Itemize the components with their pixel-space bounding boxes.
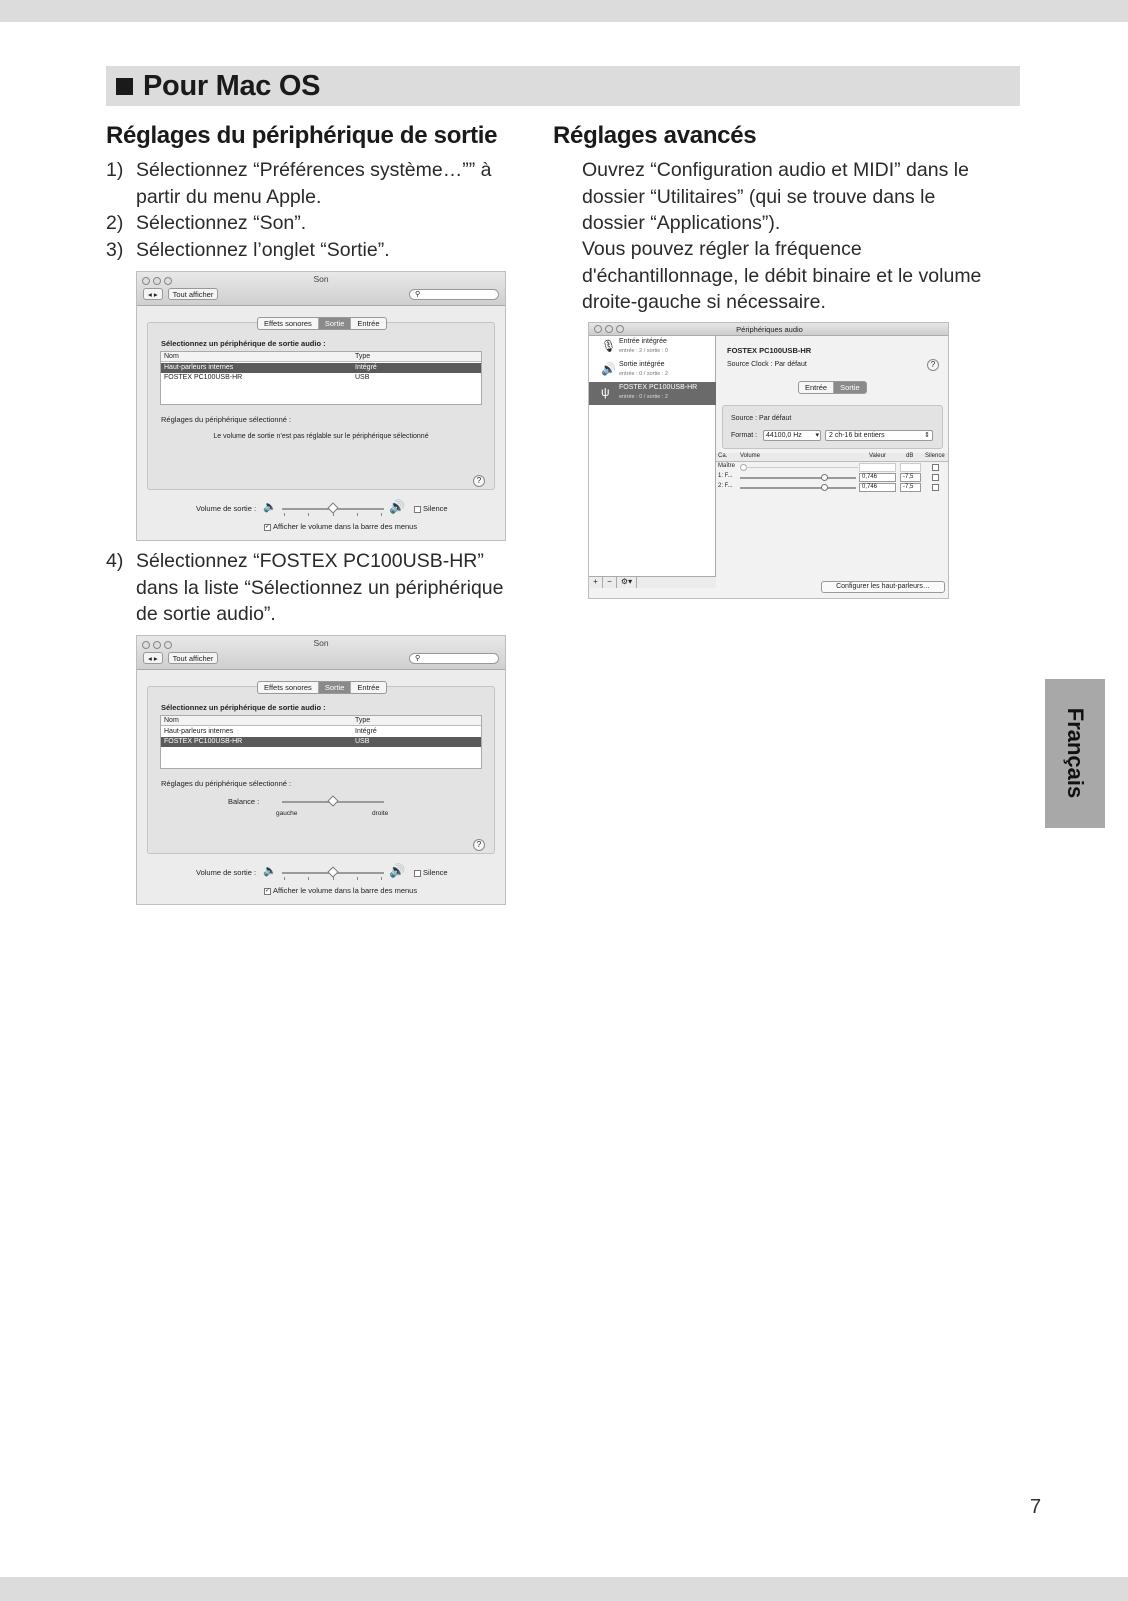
table-row[interactable]: Haut-parleurs internes Intégré <box>164 728 377 735</box>
clock-source: Source Clock : Par défaut <box>727 361 807 368</box>
tab-sortie[interactable]: Sortie <box>319 318 352 329</box>
window-title: Son <box>313 274 329 284</box>
channel-volume-knob[interactable] <box>821 484 828 491</box>
channel-mute-checkbox[interactable] <box>932 484 939 491</box>
help-button[interactable]: ? <box>927 359 939 371</box>
help-button[interactable]: ? <box>473 475 485 487</box>
microphone-icon: 🎙 <box>601 339 617 353</box>
gear-menu-button[interactable]: ⚙▾ <box>617 577 637 588</box>
speaker-low-icon: 🔈 <box>263 501 277 513</box>
usb-icon: ψ <box>601 385 610 399</box>
balance-label: Balance : <box>228 797 260 806</box>
paragraph-open-audio-midi: Ouvrez “Configuration audio et MIDI” dans le dossier “Utilitaires” (qui se trouve dans le dossier “Applications”). <box>582 159 969 234</box>
master-volume-slider[interactable] <box>746 467 858 468</box>
tab-sortie[interactable]: Sortie <box>319 682 352 693</box>
speaker-low-icon: 🔈 <box>263 865 277 877</box>
tab-sortie[interactable]: Sortie <box>834 382 866 393</box>
output-pane <box>147 322 495 490</box>
balance-slider-knob[interactable] <box>327 795 338 806</box>
show-all-button[interactable]: Tout afficher <box>168 288 219 300</box>
volume-label: Volume de sortie : <box>196 504 257 513</box>
channel-mute-checkbox[interactable] <box>932 474 939 481</box>
io-tabs <box>798 381 867 394</box>
list-item[interactable]: 🔊 Sortie intégrée entrée : 0 / sortie : 2 <box>601 361 668 377</box>
section-title: Pour Mac OS <box>143 69 321 102</box>
sample-rate-select[interactable]: 44100,0 Hz ▾ <box>763 430 821 441</box>
table-row[interactable]: Haut-parleurs internes Intégré <box>161 363 481 373</box>
tab-effets-sonores[interactable]: Effets sonores <box>258 318 319 329</box>
table-row[interactable]: FOSTEX PC100USB-HR USB <box>164 374 370 381</box>
list-item-selected[interactable]: ψ FOSTEX PC100USB-HR entrée : 0 / sortie : 2 <box>589 382 716 405</box>
volume-slider-knob[interactable] <box>327 502 338 513</box>
page-number: 7 <box>1030 1496 1042 1518</box>
sound-prefs-screenshot-2 <box>136 635 506 905</box>
show-volume-checkbox[interactable]: ✓ Afficher le volume dans la barre des menus <box>265 886 418 895</box>
table-header: Ca. Volume Valeur dB Silence <box>716 453 948 462</box>
speaker-high-icon: 🔊 <box>389 863 406 878</box>
channel-db-field[interactable]: -7,5 <box>900 473 921 482</box>
step-item: 1) Sélectionnez “Préférences système…”” à partir du menu Apple. <box>106 159 492 208</box>
top-band <box>0 0 1128 22</box>
tab-entree[interactable]: Entrée <box>357 319 380 328</box>
tab-entree[interactable]: Entrée <box>357 683 380 692</box>
configure-speakers-button[interactable]: Configurer les haut-parleurs… <box>821 581 945 593</box>
step-item: 4) Sélectionnez “FOSTEX PC100USB-HR” dans la liste “Sélectionnez un périphérique de sortie audio”. <box>106 550 504 625</box>
speaker-high-icon: 🔊 <box>389 499 406 514</box>
master-db-field[interactable] <box>900 463 921 472</box>
output-pane <box>147 686 495 854</box>
square-bullet-icon <box>116 78 133 95</box>
language-side-tab <box>1045 679 1105 828</box>
section-header <box>106 66 1020 106</box>
balance-right-label: droite <box>372 810 389 817</box>
window-title: Son <box>313 638 329 648</box>
paragraph-adjust-settings: Vous pouvez régler la fréquence d'échantillonnage, le débit binaire et le volume droite-gauche si nécessaire. <box>582 238 982 313</box>
sound-tabs <box>257 681 387 694</box>
window-title: Périphériques audio <box>736 325 803 334</box>
window-titlebar <box>589 323 949 336</box>
select-device-label: Sélectionnez un périphérique de sortie audio : <box>161 703 326 712</box>
channel-value-field[interactable]: 0,746 <box>859 473 896 482</box>
language-label: Français <box>1063 707 1088 799</box>
help-button[interactable]: ? <box>473 839 485 851</box>
table-row: 2: F... 0,746 -7,5 <box>716 483 948 493</box>
step-item: 2) Sélectionnez “Son”. <box>106 212 307 234</box>
tab-effets-sonores[interactable]: Effets sonores <box>258 682 319 693</box>
add-device-button[interactable]: + <box>589 577 603 588</box>
remove-device-button[interactable]: − <box>603 577 617 588</box>
channel-table <box>716 453 948 493</box>
table-row: 1: F... 0,746 -7,5 <box>716 473 948 483</box>
table-row: Maître <box>716 463 948 473</box>
speaker-icon: 🔊 <box>601 362 616 376</box>
table-header: Nom Type <box>161 716 481 726</box>
volume-label: Volume de sortie : <box>196 868 257 877</box>
device-list-footer <box>589 576 716 588</box>
chevron-down-icon: ▾ <box>815 432 819 439</box>
steps-list <box>106 157 526 263</box>
channel-volume-knob[interactable] <box>821 474 828 481</box>
selected-device-label: Réglages du périphérique sélectionné : <box>161 779 292 788</box>
step4-list <box>106 548 526 628</box>
not-adjustable-message: Le volume de sortie n’est pas réglable sur le périphérique sélectionné <box>213 433 429 440</box>
format-label: Format : <box>731 432 758 439</box>
right-heading: Réglages avancés <box>553 122 757 149</box>
window-titlebar <box>137 272 505 306</box>
left-heading: Réglages du périphérique de sortie <box>106 122 498 149</box>
table-row[interactable]: FOSTEX PC100USB-HR USB <box>161 737 481 747</box>
window-titlebar <box>137 636 505 670</box>
device-table <box>160 351 482 405</box>
channel-volume-slider[interactable] <box>740 477 856 479</box>
balance-left-label: gauche <box>276 810 298 817</box>
slider-ticks <box>284 513 382 516</box>
bottom-band <box>0 1577 1128 1601</box>
format-pane <box>722 405 943 449</box>
audio-devices-screenshot <box>588 322 949 599</box>
back-forward-buttons[interactable]: ◂ ▸ <box>143 652 163 664</box>
show-volume-checkbox[interactable]: ✓ Afficher le volume dans la barre des menus <box>265 522 418 531</box>
back-forward-buttons[interactable]: ◂ ▸ <box>143 288 163 300</box>
mute-checkbox[interactable]: Silence <box>414 504 448 513</box>
selected-device-label: Réglages du périphérique sélectionné : <box>161 415 292 424</box>
device-title: FOSTEX PC100USB-HR <box>727 346 812 355</box>
master-mute-checkbox[interactable] <box>932 464 939 471</box>
table-header: Nom Type <box>161 352 481 362</box>
source-row: Source : Par défaut <box>731 415 792 422</box>
channel-volume-slider[interactable] <box>740 487 856 489</box>
tab-entree[interactable]: Entrée <box>799 382 834 393</box>
list-item[interactable]: 🎙 Entrée intégrée entrée : 2 / sortie : 0 <box>601 338 668 354</box>
sound-prefs-screenshot-1 <box>136 271 506 541</box>
mute-checkbox[interactable]: Silence <box>414 868 448 877</box>
select-device-label: Sélectionnez un périphérique de sortie audio : <box>161 339 326 348</box>
bit-depth-select[interactable]: 2 ch-16 bit entiers ⇕ <box>825 430 933 441</box>
device-table <box>160 715 482 769</box>
master-value-field[interactable] <box>859 463 896 472</box>
channel-db-field[interactable]: -7,5 <box>900 483 921 492</box>
search-input[interactable]: ⚲ <box>409 289 499 300</box>
sound-tabs <box>257 317 387 330</box>
channel-value-field[interactable]: 0,746 <box>859 483 896 492</box>
search-input[interactable]: ⚲ <box>409 653 499 664</box>
volume-slider-knob[interactable] <box>327 866 338 877</box>
chevron-updown-icon: ⇕ <box>924 432 930 439</box>
device-list <box>589 336 716 588</box>
slider-ticks <box>284 877 382 880</box>
show-all-button[interactable]: Tout afficher <box>168 652 219 664</box>
step-item: 3) Sélectionnez l’onglet “Sortie”. <box>106 238 390 261</box>
